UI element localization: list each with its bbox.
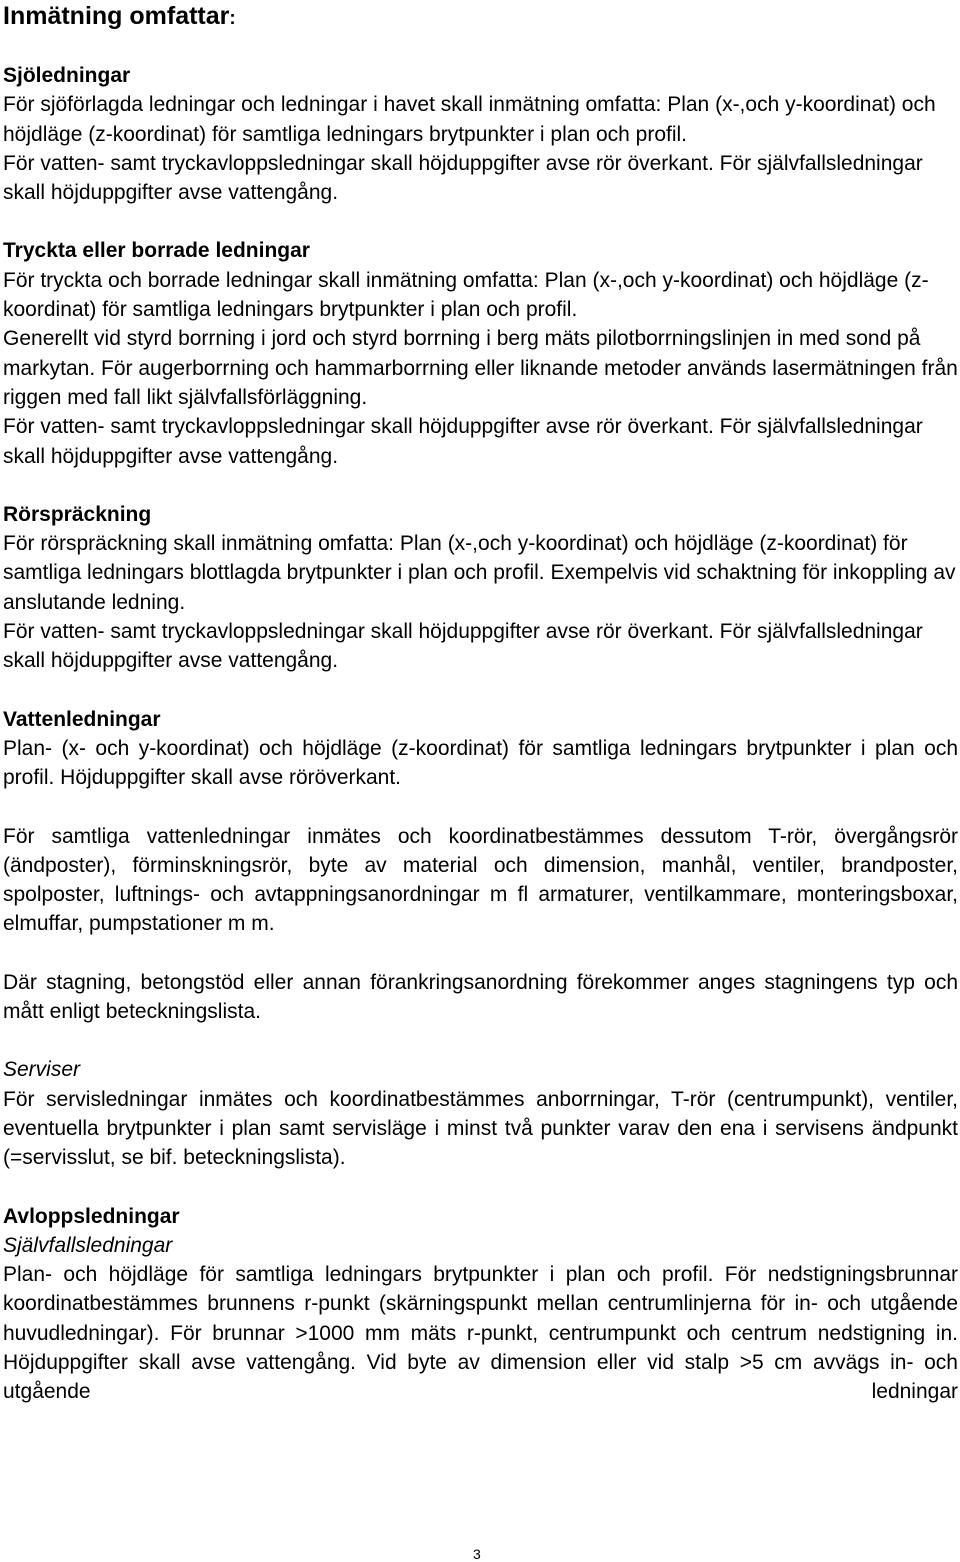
section-tryckta-ledningar	[3, 236, 958, 470]
paragraph: Plan- och höjdläge för samtliga ledningars brytpunkter i plan och profil. För nedstigningsbrunnar koordinatbestämmes brunnens r-punkt (skärningspunkt mellan centrumlinjerna för in- och utgående huvudledningar). För brunnar >1000 mm mäts r-punkt, centrumpunkt och centrum nedstigning in. Höjduppgifter skall avse vattengång. Vid byte av dimension eller vid stalp >5 cm avvägs in- och utgående ledningar	[3, 1263, 958, 1404]
section-heading: Rörspräckning	[3, 502, 152, 526]
section-sjoledningar	[3, 61, 958, 207]
paragraph: För samtliga vattenledningar inmätes och koordinatbestämmes dessutom T-rör, övergångsrör (ändposter), förminskningsrör, byte av material och dimension, manhål, ventiler, brandposter, spolposter, luftnings- och avtappningsanordningar m fl armaturer, ventilkammare, monteringsboxar, elmuffar, pumpstationer m m.	[3, 824, 958, 936]
paragraph: För tryckta och borrade ledningar skall inmätning omfatta: Plan (x-,och y-koordinat) och höjdläge (z-koordinat) för samtliga ledningars brytpunkter i plan och profil.	[3, 268, 929, 322]
section-subheading: Självfallsledningar	[3, 1233, 173, 1257]
section-heading: Sjöledningar	[3, 64, 131, 87]
section-serviser	[3, 1055, 958, 1172]
section-heading: Vattenledningar	[3, 707, 161, 731]
paragraph: För rörspräckning skall inmätning omfatta: Plan (x-,och y-koordinat) och höjdläge (z-koordinat) för samtliga ledningars blottlagda brytpunkter i plan och profil. Exempelvis vid schaktning för inkoppling av anslutande ledning.	[3, 532, 956, 614]
paragraph: Generellt vid styrd borrning i jord och styrd borrning i berg mäts pilotborrningslinjen in med sond på markytan. För augerborrning och hammarborrning eller liknande metoder används lasermätningen från riggen med fall likt självfallsförläggning.	[3, 327, 958, 409]
paragraph: För sjöförlagda ledningar och ledningar i havet skall inmätning omfatta: Plan (x-,och y-koordinat) och höjdläge (z-koordinat) för samtliga ledningars brytpunkter i plan och profil.	[3, 93, 936, 146]
paragraph: För vatten- samt tryckavloppsledningar skall höjduppgifter avse rör överkant. För självfallsledningar skall höjduppgifter avse vattengång.	[3, 151, 923, 205]
section-vattenledningar	[3, 705, 958, 1027]
paragraph: För vatten- samt tryckavloppsledningar skall höjduppgifter avse rör överkant. För självfallsledningar skall höjduppgifter avse vattengång.	[3, 620, 923, 673]
page-number: 3	[473, 1546, 481, 1562]
page-title	[3, 0, 958, 35]
section-rorsprackning	[3, 500, 958, 676]
section-avloppsledningar	[3, 1202, 958, 1407]
document-page	[3, 0, 958, 1407]
page-title-text: Inmätning omfattar	[3, 2, 230, 30]
section-heading: Tryckta eller borrade ledningar	[3, 239, 310, 263]
paragraph: För servisledningar inmätes och koordinatbestämmes anborrningar, T-rör (centrumpunkt), ventiler, eventuella brytpunkter i plan samt servisläge i minst två punkter varav den ena i servisens ändpunkt (=servisslut, se bif. beteckningslista).	[3, 1087, 958, 1170]
paragraph: För vatten- samt tryckavloppsledningar skall höjduppgifter avse rör överkant. För självfallsledningar skall höjduppgifter avse vattengång.	[3, 415, 923, 468]
paragraph: Plan- (x- och y-koordinat) och höjdläge (z-koordinat) för samtliga ledningars brytpunkter i plan och profil. Höjduppgifter skall avse röröverkant.	[3, 736, 958, 790]
section-heading: Serviser	[3, 1058, 81, 1082]
page-title-colon: :	[229, 8, 236, 29]
paragraph: Där stagning, betongstöd eller annan förankringsanordning förekommer anges stagningens typ och mått enligt beteckningslista.	[3, 970, 958, 1024]
section-heading: Avloppsledningar	[3, 1204, 180, 1228]
